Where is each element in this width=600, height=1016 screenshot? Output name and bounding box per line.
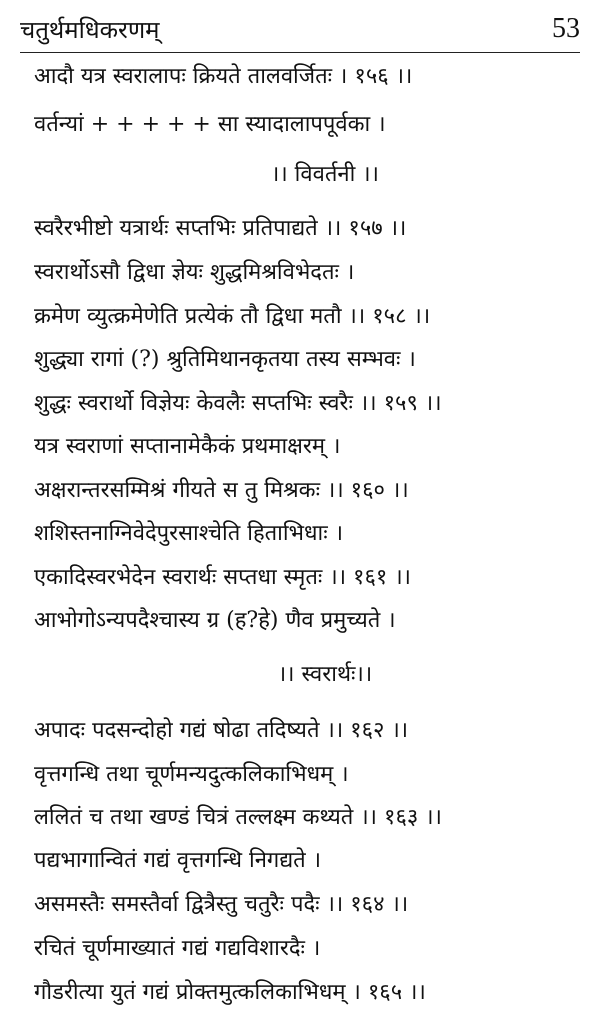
section-heading-svarartha: ।। स्वरार्थः।। xyxy=(277,662,373,687)
verse-line: स्वरैरभीष्टो यत्रार्थः सप्तभिः प्रतिपाद्यते ।। १५७ ।। xyxy=(34,216,407,241)
verse-line: स्वरार्थोऽसौ द्विधा ज्ञेयः शुद्धमिश्रविभेदतः । xyxy=(34,260,355,285)
header-rule xyxy=(20,52,580,53)
verse-line: आभोगोऽन्यपदैश्चास्य ग्र (ह?हे) णैव प्रमुच्यते । xyxy=(34,608,396,633)
verse-line: रचितं चूर्णमाख्यातं गद्यं गद्यविशारदैः । xyxy=(34,936,321,961)
verse-line: अक्षरान्तरसम्मिश्रं गीयते स तु मिश्रकः ।। १६० ।। xyxy=(34,478,409,503)
verse-line: एकादिस्वरभेदेन स्वरार्थः सप्तधा स्मृतः ।। १६१ ।। xyxy=(34,565,412,590)
verse-line: अपादः पदसन्दोहो गद्यं षोढा तदिष्यते ।। १६२ ।। xyxy=(34,718,409,743)
page-header xyxy=(20,10,580,50)
verse-line: गौडरीत्या युतं गद्यं प्रोक्तमुत्कलिकाभिधम् । १६५ ।। xyxy=(34,980,426,1005)
running-title: चतुर्थमधिकरणम् xyxy=(20,16,160,44)
verse-line: ललितं च तथा खण्डं चित्रं तल्लक्ष्म कथ्यते ।। १६३ ।। xyxy=(34,805,442,830)
verse-line: वर्तन्यां + + + + + सा स्यादालापपूर्वका । xyxy=(34,112,386,137)
verse-line: क्रमेण व्युत्क्रमेणेति प्रत्येकं तौ द्विधा मतौ ।। १५८ ।। xyxy=(34,304,431,329)
verse-line: असमस्तैः समस्तैर्वा द्वित्रैस्तु चतुरैः पदैः ।। १६४ ।। xyxy=(34,892,409,917)
verse-line: आदौ यत्र स्वरालापः क्रियते तालवर्जितः । १५६ ।। xyxy=(34,64,413,89)
page-number: 53 xyxy=(552,13,580,44)
verse-line: वृत्तगन्धि तथा चूर्णमन्यदुत्कलिकाभिधम् । xyxy=(34,762,349,787)
verse-line: यत्र स्वराणां सप्तानामेकैकं प्रथमाक्षरम् । xyxy=(34,434,341,459)
verse-line: शशिस्तनाग्निवेदेपुरसाश्चेति हिताभिधाः । xyxy=(34,521,344,546)
verse-line: पद्यभागान्वितं गद्यं वृत्तगन्धि निगद्यते । xyxy=(34,848,322,873)
verse-line: शुद्ध्या रागां (?) श्रुतिमिथानकृतया तस्य सम्भवः । xyxy=(34,347,416,372)
verse-line: शुद्धः स्वरार्थो विज्ञेयः केवलैः सप्तभिः स्वरैः ।। १५९ ।। xyxy=(34,391,442,416)
section-heading-vivartani: ।। विवर्तनी ।। xyxy=(271,162,379,187)
